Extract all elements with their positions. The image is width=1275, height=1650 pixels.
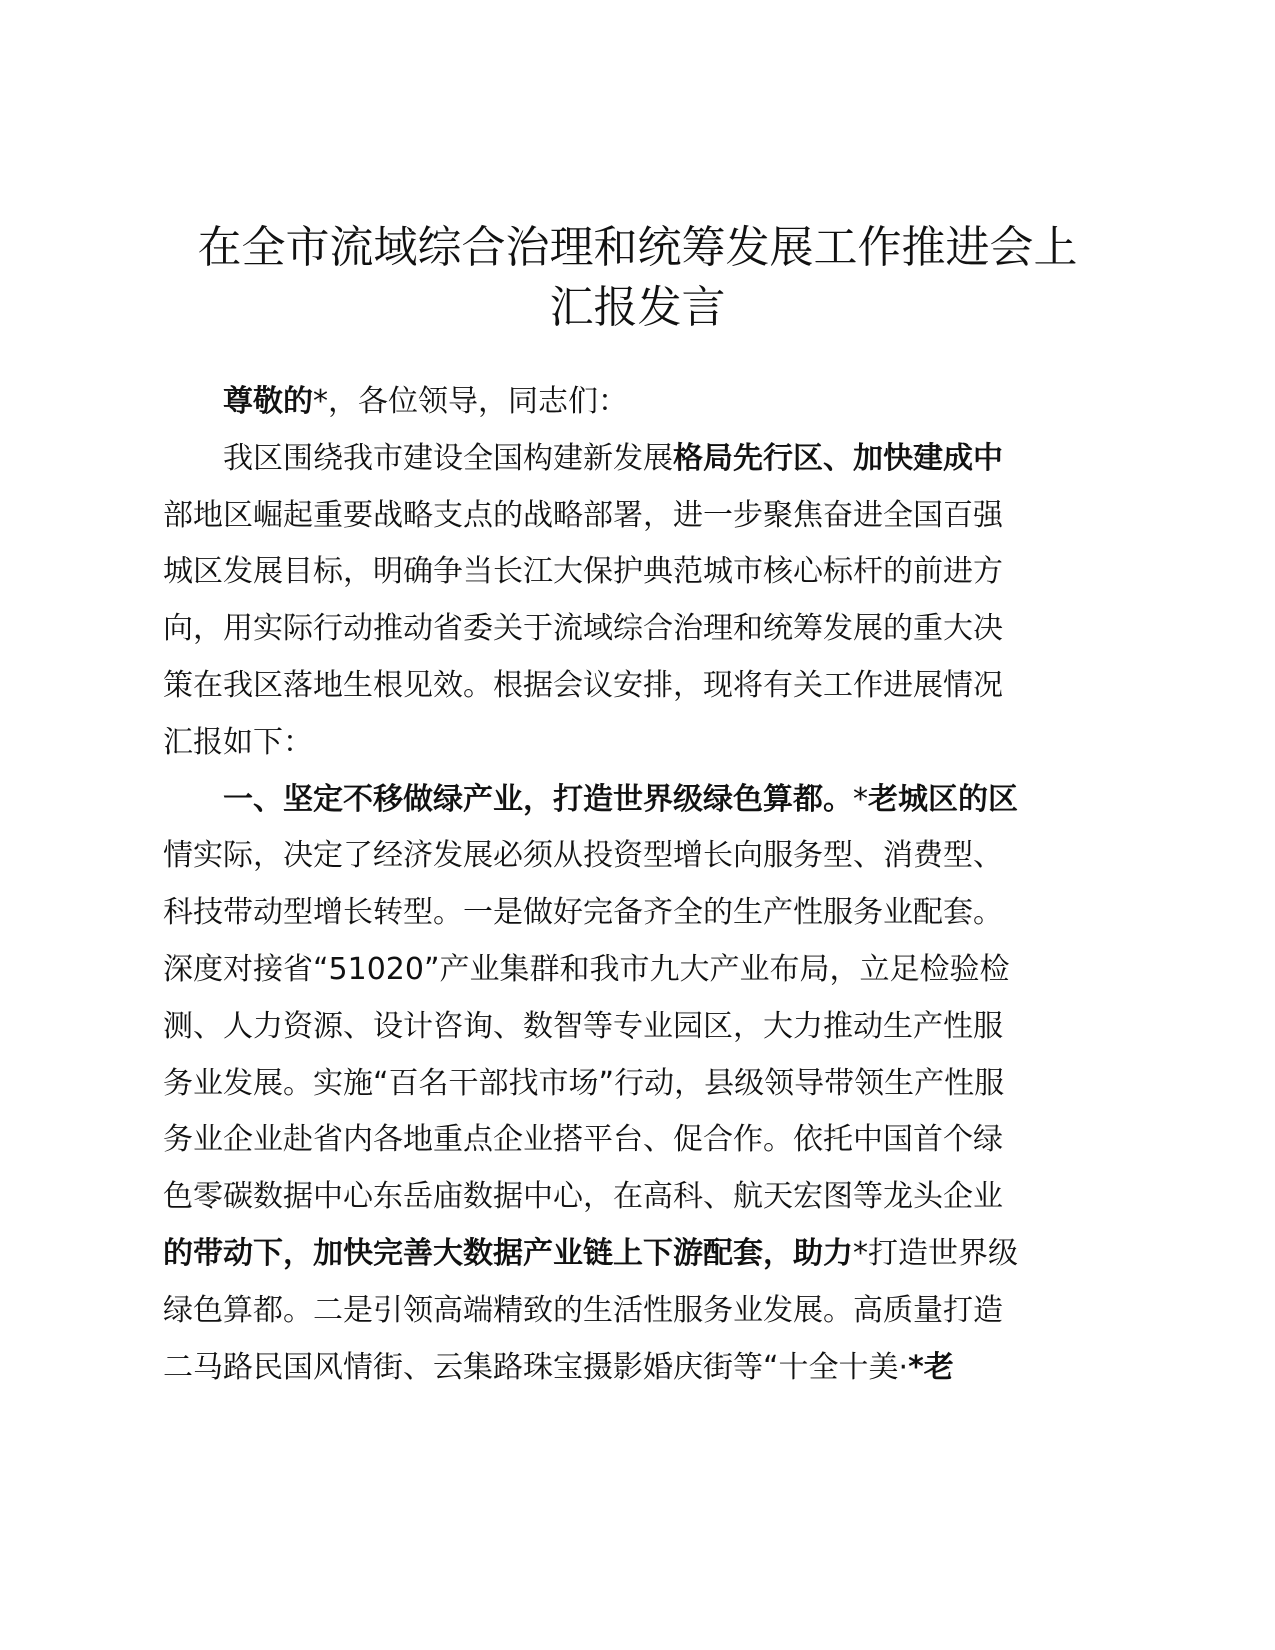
title-line-2: 汇报发言 — [549, 282, 726, 333]
paragraph-2-line-1-a: * — [853, 781, 868, 817]
document-body — [163, 374, 1163, 1396]
paragraph-2-line-3: 科技带动型增长转型。一是做好完备齐全的生产性服务业配套。 — [163, 895, 1003, 931]
paragraph-1-line-1-b: 格局先行区、加快建成中 — [673, 440, 1003, 476]
paragraph-1-line-3: 城区发展目标，明确争当长江大保护典范城市核心标杆的前进方 — [163, 554, 1003, 590]
paragraph-2-line-9 — [163, 1226, 1163, 1283]
paragraph-2-line-2: 情实际，决定了经济发展必须从投资型增长向服务型、消费型、 — [163, 838, 1003, 874]
paragraph-1-line-5: 策在我区落地生根见效。根据会议安排，现将有关工作进展情况 — [163, 667, 1003, 703]
paragraph-1-line-6: 汇报如下： — [163, 724, 313, 760]
paragraph-2-line-7: 务业企业赴省内各地重点企业搭平台、促合作。依托中国首个绿 — [163, 1122, 1003, 1158]
paragraph-2-line-1-b: 老城区的区 — [868, 781, 1018, 817]
paragraph-2-line-10: 绿色算都。二是引领高端精致的生活性服务业发展。高质量打造 — [163, 1292, 1003, 1328]
paragraph-2-line-4: 深度对接省“51020”产业集群和我市九大产业布局，立足检验检 — [163, 951, 1010, 987]
paragraph-2-line-5: 测、人力资源、设计咨询、数智等专业园区，大力推动生产性服 — [163, 1008, 1003, 1044]
section-heading-1: 一、坚定不移做绿产业，打造世界级绿色算都。 — [223, 781, 853, 817]
paragraph-2-line-9-bold: 的带动下，加快完善大数据产业链上下游配套，助力 — [163, 1235, 853, 1271]
paragraph-1-line-4: 向，用实际行动推动省委关于流域综合治理和统筹发展的重大决 — [163, 611, 1003, 647]
paragraph-2 — [163, 772, 1163, 1397]
document-title — [150, 218, 1125, 338]
paragraph-2-line-8: 色零碳数据中心东岳庙数据中心，在高科、航天宏图等龙头企业 — [163, 1179, 1003, 1215]
paragraph-2-line-11-b: *老 — [908, 1349, 954, 1385]
salutation — [163, 374, 1163, 431]
salutation-rest: *，各位领导，同志们： — [313, 384, 628, 419]
paragraph-2-line-11-a: 二马路民国风情街、云集路珠宝摄影婚庆街等“十全十美· — [163, 1349, 909, 1385]
paragraph-1-line-2: 部地区崛起重要战略支点的战略部署，进一步聚焦奋进全国百强 — [163, 497, 1003, 533]
paragraph-2-line-6: 务业发展。实施“百名干部找市场”行动，县级领导带领生产性服 — [163, 1065, 1005, 1101]
title-line-1: 在全市流域综合治理和统筹发展工作推进会上 — [197, 222, 1078, 273]
paragraph-2-line-1 — [163, 772, 1163, 829]
paragraph-2-line-11 — [163, 1340, 1163, 1397]
paragraph-1-line-1 — [163, 431, 1163, 488]
paragraph-2-line-9-rest: *打造世界级 — [853, 1235, 1018, 1271]
paragraph-1 — [163, 431, 1163, 772]
paragraph-1-line-1-a: 我区围绕我市建设全国构建新发展 — [223, 440, 673, 476]
salutation-bold: 尊敬的 — [223, 384, 313, 419]
